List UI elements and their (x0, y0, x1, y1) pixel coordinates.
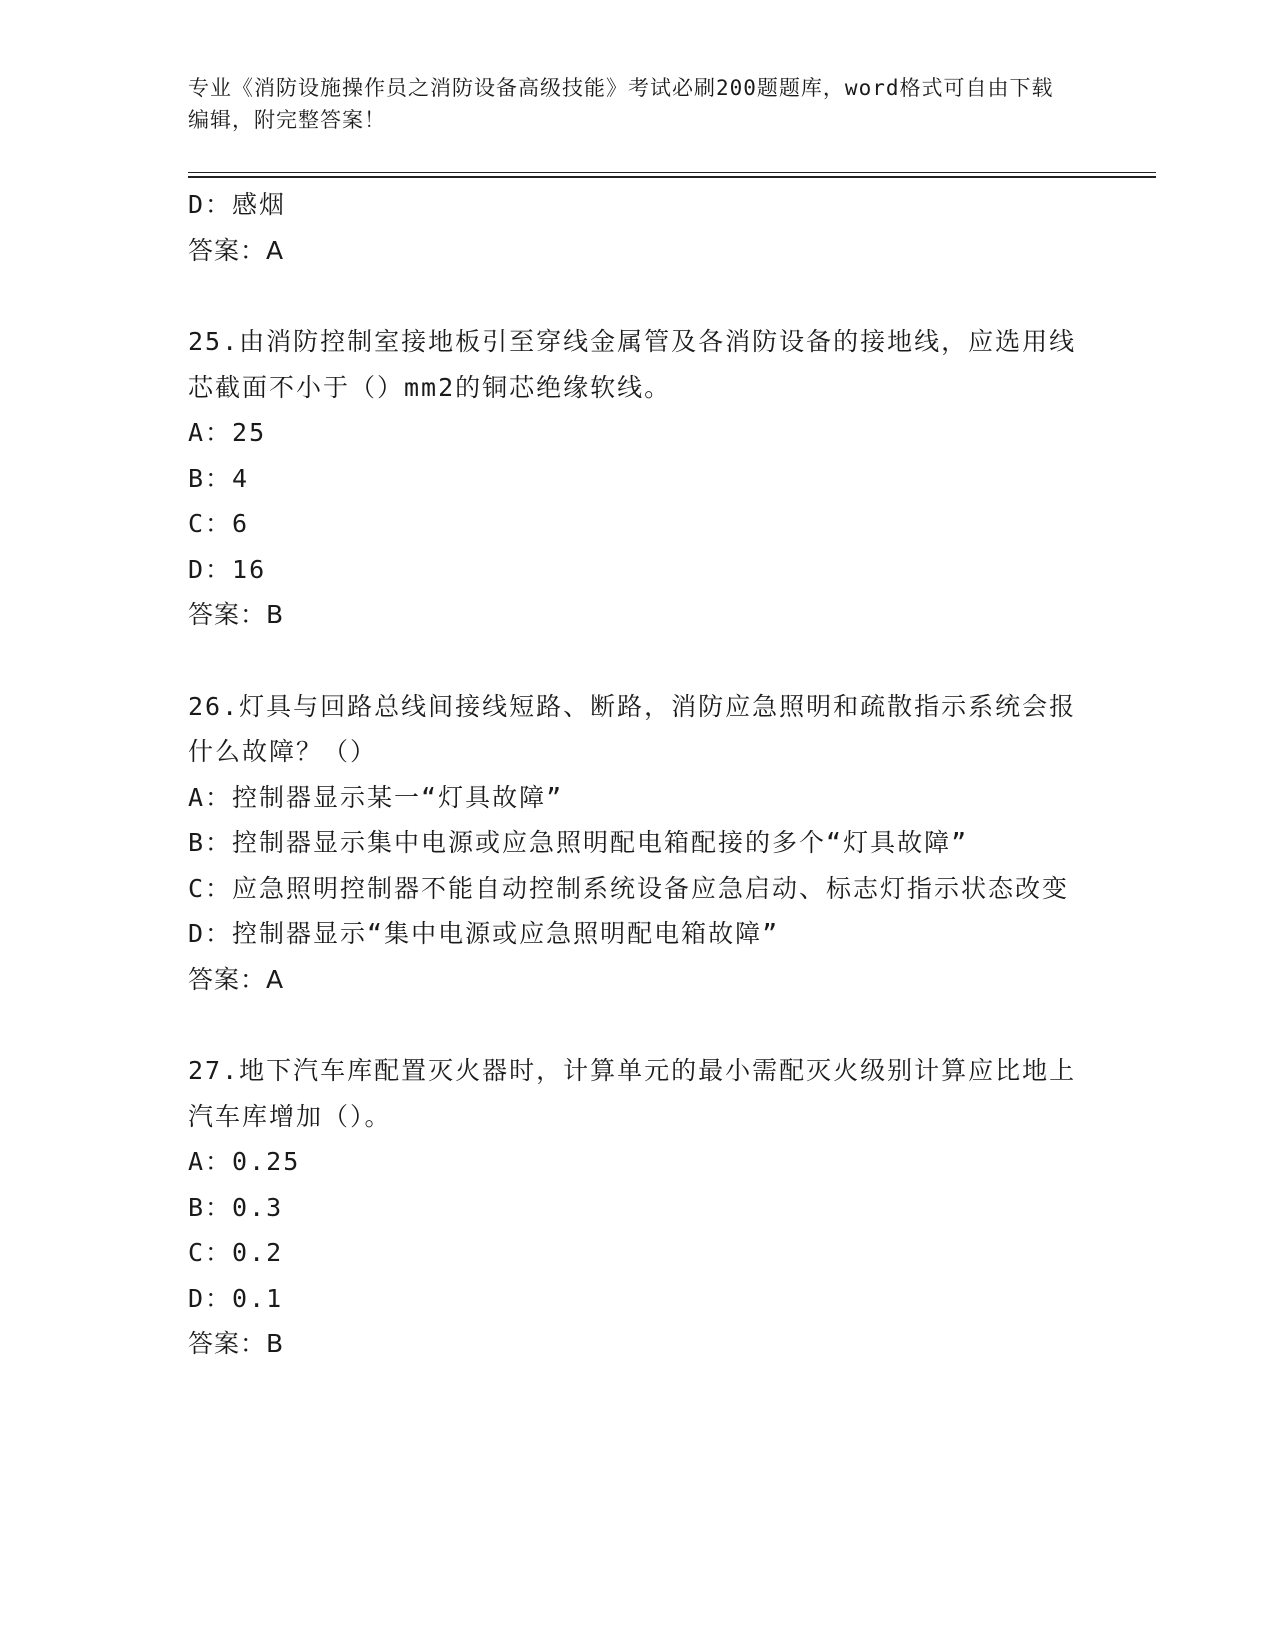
question-25 (188, 319, 1156, 638)
question-answer: 答案：B (188, 600, 285, 629)
option-c: C：应急照明控制器不能自动控制系统设备应急启动、标志灯指示状态改变 (188, 873, 1070, 903)
option-b: B：0.3 (188, 1192, 284, 1222)
option-d: D：16 (188, 554, 267, 584)
question-stem: 26.灯具与回路总线间接线短路、断路，消防应急照明和疏散指示系统会报什么故障？（） (188, 691, 1077, 766)
document-body (188, 182, 1156, 1367)
question-27 (188, 1048, 1156, 1367)
question-answer: 答案：A (188, 964, 285, 994)
option-c: C：6 (188, 509, 250, 538)
option-a: A：25 (188, 418, 267, 447)
prev-option-d: D：感烟 (188, 190, 287, 219)
question-26 (188, 684, 1156, 1003)
prev-answer: 答案：A (188, 235, 285, 265)
document-header: 专业《消防设施操作员之消防设备高级技能》考试必刷200题题库，word格式可自由下载编辑，附完整答案！ (188, 76, 1054, 132)
option-a: A：0.25 (188, 1147, 301, 1176)
question-stem: 25.由消防控制室接地板引至穿线金属管及各消防设备的接地线，应选用线芯截面不小于（）mm2的铜芯绝缘软线。 (188, 327, 1077, 402)
option-d: D：控制器显示“集中电源或应急照明配电箱故障” (188, 919, 780, 948)
option-b: B：4 (188, 463, 250, 493)
option-c: C：0.2 (188, 1238, 284, 1267)
header-divider (188, 172, 1156, 178)
option-d: D：0.1 (188, 1283, 284, 1313)
option-b: B：控制器显示集中电源或应急照明配电箱配接的多个“灯具故障” (188, 828, 969, 857)
document-page (188, 72, 1156, 1367)
question-stem: 27.地下汽车库配置灭火器时，计算单元的最小需配灭火级别计算应比地上汽车库增加（）。 (188, 1056, 1077, 1131)
option-a: A：控制器显示某一“灯具故障” (188, 782, 564, 812)
question-answer: 答案：B (188, 1329, 285, 1358)
